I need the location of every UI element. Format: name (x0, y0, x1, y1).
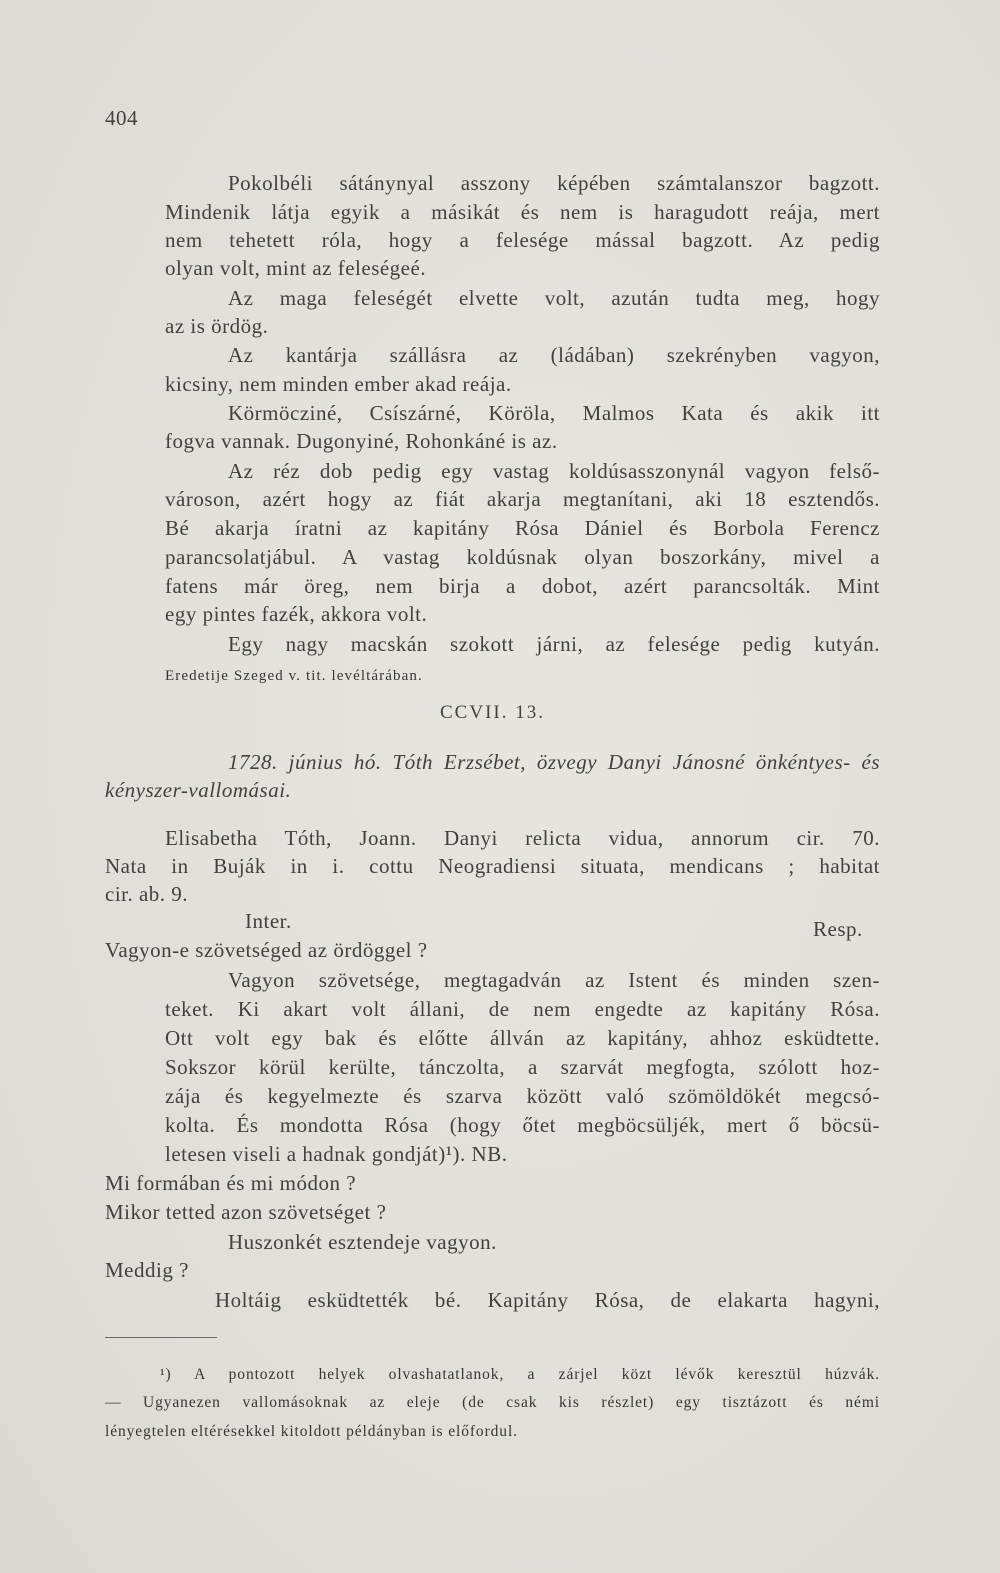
body-line: kicsiny, nem minden ember akad reája. (165, 372, 512, 396)
answer-line: Ott volt egy bak és előtte állván az kapitány, ahhoz esküdtette. (165, 1026, 880, 1050)
body-line: Pokolbéli sátánynyal asszony képében számtalanszor bagzott. (228, 171, 880, 195)
body-line: egy pintes fazék, akkora volt. (165, 602, 428, 626)
body-line: Bé akarja íratni az kapitány Rósa Dániel és Borbola Ferencz (165, 516, 880, 540)
intro-line: Elisabetha Tóth, Joann. Danyi relicta vidua, annorum cir. 70. (165, 826, 880, 850)
body-line: nem tehetett róla, hogy a felesége mással bagzott. Az pedig (165, 228, 880, 252)
answer-line: Sokszor körül kerülte, tánczolta, a szarvát megfogta, szólott hoz- (165, 1055, 880, 1079)
footnote-rule (105, 1337, 217, 1338)
intro-line: Nata in Buják in i. cottu Neogradiensi situata, mendicans ; habitat (105, 854, 880, 878)
question-line: Mi formában és mi módon ? (105, 1171, 357, 1195)
body-line: fogva vannak. Dugonyiné, Rohonkáné is az. (165, 429, 558, 453)
section-title-line: kényszer-vallomásai. (105, 778, 292, 802)
footnote-line: ¹) A pontozott helyek olvashatatlanok, a zárjel közt lévők keresztül húzvák. (160, 1366, 880, 1383)
source-note: Eredetije Szeged v. tit. levéltárában. (165, 668, 423, 684)
body-line: városon, azért hogy az fiát akarja megtanítani, aki 18 esztendős. (165, 487, 880, 511)
body-line: Az kantárja szállásra az (ládában) szekrényben vagyon, (228, 343, 880, 367)
footnote-line: — Ugyanezen vallomásoknak az eleje (de csak kis részlet) egy tisztázott és némi (105, 1394, 880, 1411)
intro-line: cir. ab. 9. (105, 882, 189, 906)
section-title-line: 1728. június hó. Tóth Erzsébet, özvegy Danyi Jánosné önkéntyes- és (228, 750, 880, 774)
answer-line: zája és kegyelmezte és szarva között való szömöldökét megcsó- (165, 1084, 880, 1108)
body-line: az is ördög. (165, 314, 269, 338)
answer-line: Vagyon szövetsége, megtagadván az Istent és minden szen- (228, 968, 880, 992)
body-line: Egy nagy macskán szokott járni, az felesége pedig kutyán. (228, 632, 880, 656)
body-line: Az maga feleségét elvette volt, azután tudta meg, hogy (228, 286, 880, 310)
question-line: Mikor tetted azon szövetséget ? (105, 1200, 387, 1224)
page-number: 404 (105, 106, 138, 130)
question-line: Vagyon-e szövetséged az ördöggel ? (105, 938, 428, 962)
column-header-inter: Inter. (245, 909, 292, 933)
answer-line: kolta. És mondotta Rósa (hogy őtet megböcsüljék, mert ő böcsü- (165, 1113, 880, 1137)
question-line: Meddig ? (105, 1258, 189, 1282)
answer-line: letesen viseli a hadnak gondját)¹). NB. (165, 1142, 508, 1166)
section-heading: CCVII. 13. (440, 702, 545, 723)
body-line: Körmöcziné, Csíszárné, Köröla, Malmos Kata és akik itt (228, 401, 880, 425)
answer-line: teket. Ki akart volt állani, de nem engedte az kapitány Rósa. (165, 997, 880, 1021)
body-line: Az réz dob pedig egy vastag koldúsasszonynál vagyon felső- (228, 459, 880, 483)
body-line: olyan volt, mint az feleségeé. (165, 256, 427, 280)
answer-line: Huszonkét esztendeje vagyon. (228, 1230, 497, 1254)
body-line: Mindenik látja egyik a másikát és nem is haragudott reája, mert (165, 200, 880, 224)
answer-line: Holtáig esküdtették bé. Kapitány Rósa, de elakarta hagyni, (215, 1288, 880, 1312)
footnote-line: lényegtelen eltérésekkel kitoldott példányban is előfordul. (105, 1423, 518, 1440)
body-line: parancsolatjábul. A vastag koldúsnak olyan boszorkány, mivel a (165, 545, 880, 569)
column-header-resp: Resp. (813, 917, 863, 941)
body-line: fatens már öreg, nem birja a dobot, azért parancsolták. Mint (165, 574, 880, 598)
